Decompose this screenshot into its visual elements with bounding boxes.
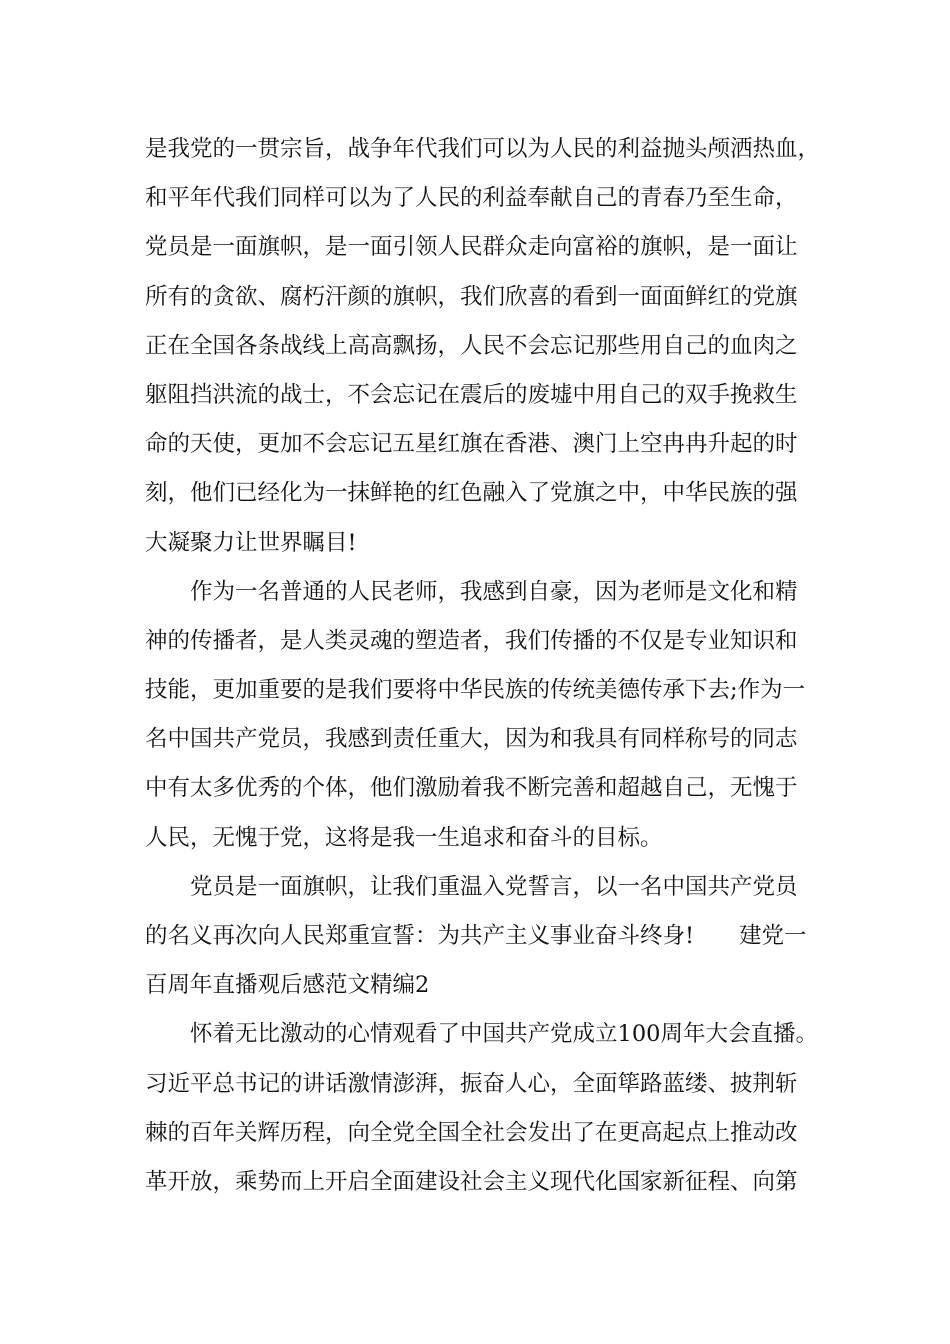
text-line: 正在全国各条战线上高高飘扬，人民不会忘记那些用自己的血肉之 bbox=[145, 332, 798, 359]
text-line: 和平年代我们同样可以为了人民的利益奉献自己的青春乃至生命， bbox=[145, 185, 798, 212]
text-line: 百周年直播观后感范文精编2 bbox=[145, 972, 430, 999]
text-line: 党员是一面旗帜，是一面引领人民群众走向富裕的旗帜，是一面让 bbox=[145, 234, 798, 261]
text-line: 革开放，乘势而上开启全面建设社会主义现代化国家新征程、向第 bbox=[145, 1168, 798, 1195]
document-body bbox=[145, 125, 835, 1207]
text-line: 是我党的一贯宗旨，战争年代我们可以为人民的利益抛头颅洒热血， bbox=[145, 136, 821, 162]
text-line: 习近平总书记的讲话激情澎湃，振奋人心，全面筚路蓝缕、披荆斩 bbox=[145, 1070, 798, 1097]
text-line: 躯阻挡洪流的战士，不会忘记在震后的废墟中用自己的双手挽救生 bbox=[145, 381, 798, 408]
text-line: 党员是一面旗帜，让我们重温入党誓言，以一名中国共产党员 bbox=[190, 873, 798, 900]
text-line: 棘的百年关辉历程，向全党全国全社会发出了在更高起点上推动改 bbox=[145, 1119, 798, 1146]
text-line: 技能，更加重要的是我们要将中华民族的传统美德传承下去;作为一 bbox=[145, 677, 806, 704]
text-line: 命的天使，更加不会忘记五星红旗在香港、澳门上空冉冉升起的时 bbox=[145, 431, 798, 458]
text-line: 怀着无比激动的心情观看了中国共产党成立100周年大会直播。 bbox=[190, 1021, 818, 1048]
text-line: 刻，他们已经化为一抹鲜艳的红色融入了党旗之中，中华民族的强 bbox=[145, 480, 798, 507]
text-line: 作为一名普通的人民老师，我感到自豪，因为老师是文化和精 bbox=[190, 578, 798, 605]
text-line: 中有太多优秀的个体，他们激励着我不断完善和超越自己，无愧于 bbox=[145, 775, 798, 802]
text-line: 大凝聚力让世界瞩目! bbox=[145, 529, 357, 556]
text-line: 所有的贪欲、腐朽汗颜的旗帜，我们欣喜的看到一面面鲜红的党旗 bbox=[145, 283, 798, 310]
text-line: 神的传播者，是人类灵魂的塑造者，我们传播的不仅是专业知识和 bbox=[145, 627, 798, 654]
text-line: 名中国共产党员，我感到责任重大，因为和我具有同样称号的同志 bbox=[145, 726, 798, 753]
text-line: 人民，无愧于党，这将是我一生追求和奋斗的目标。 bbox=[145, 824, 663, 851]
text-line: 的名义再次向人民郑重宣誓：为共产主义事业奋斗终身! 建党一 bbox=[145, 923, 807, 949]
